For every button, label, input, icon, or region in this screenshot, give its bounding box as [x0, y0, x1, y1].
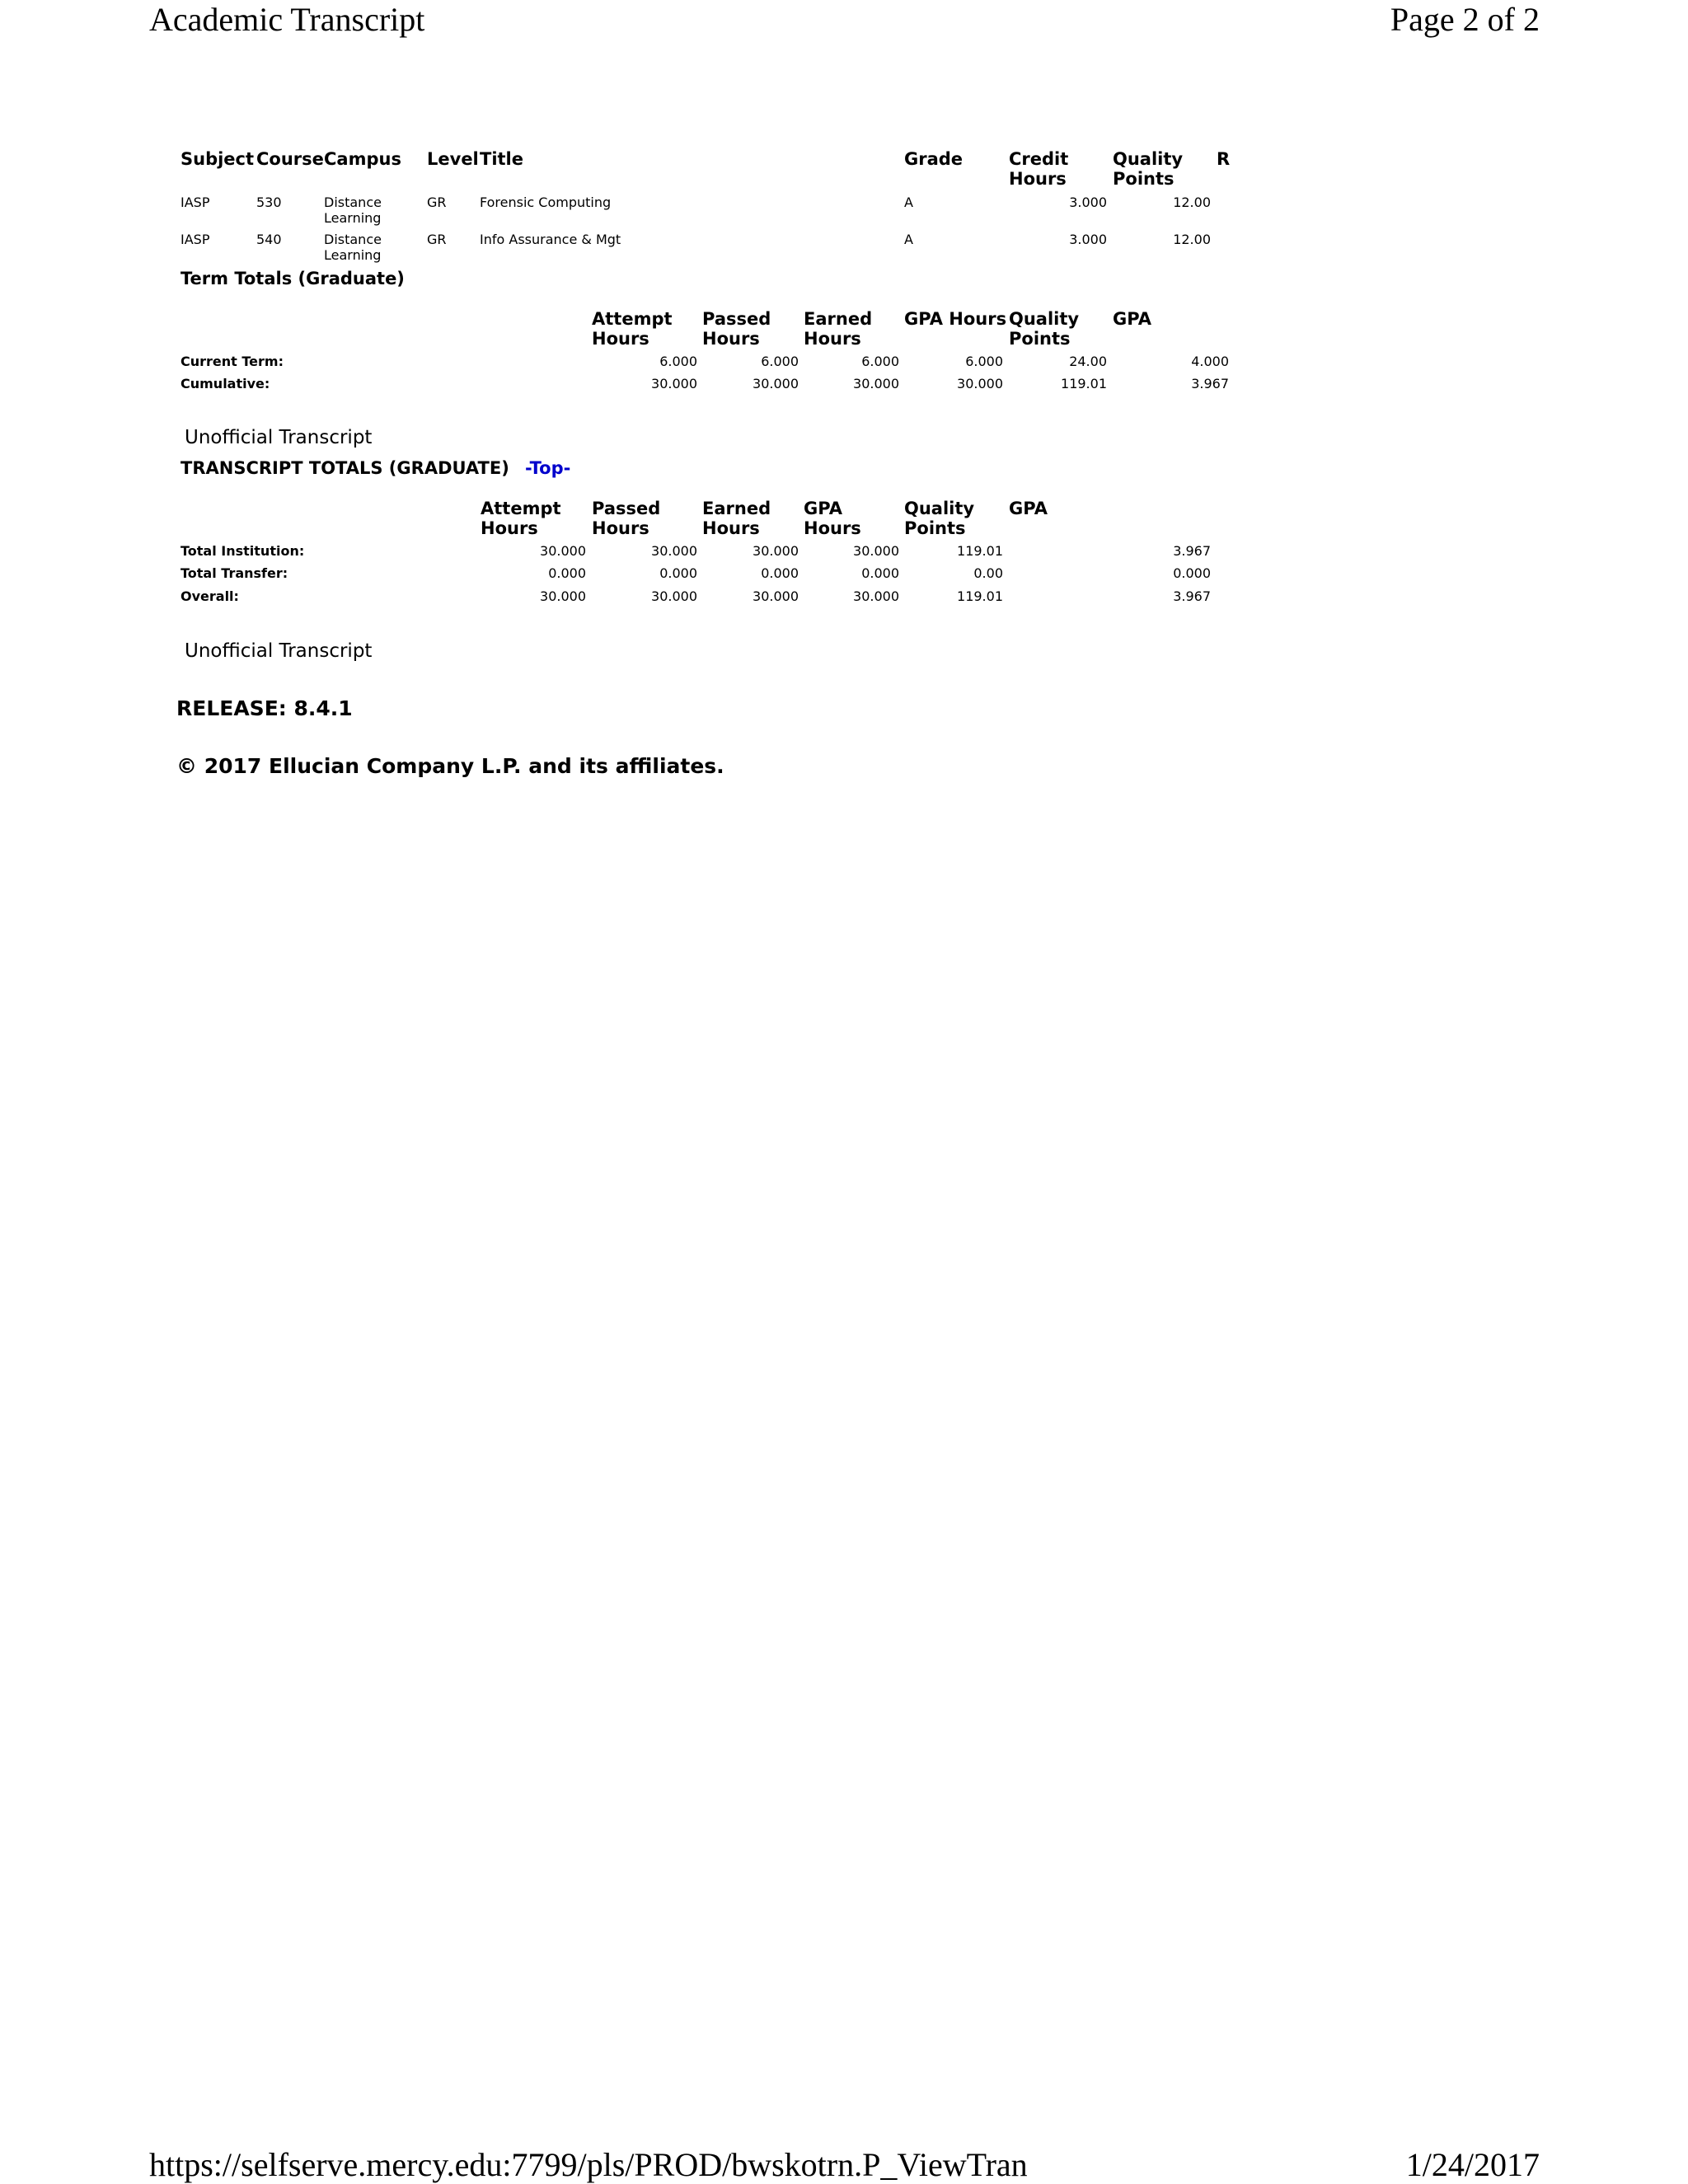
unofficial-transcript-label: Unofficial Transcript	[185, 427, 373, 448]
col-earned-hours-header	[702, 499, 771, 538]
cell-gpa: 3.967	[1173, 588, 1211, 604]
cell-campus-line2: Learning	[324, 247, 382, 263]
header-line2: Hours	[702, 329, 760, 349]
cell-campus-line2: Learning	[324, 210, 382, 226]
col-gpa-hours-header: GPA Hours	[904, 309, 1007, 329]
col-gpa-header: GPA	[1113, 309, 1151, 329]
cell-grade: A	[904, 194, 913, 210]
col-passed-hours-header	[592, 499, 660, 538]
col-quality-points-header	[1113, 149, 1183, 189]
col-credit-hours-header	[1009, 149, 1068, 189]
cell-campus-line1: Distance	[324, 232, 382, 247]
row-label: Current Term:	[181, 354, 284, 369]
col-title-header: Title	[480, 149, 524, 169]
col-quality-points-header	[1009, 309, 1079, 349]
cell-attempt-hours: 30.000	[651, 376, 697, 391]
cell-attempt-hours: 0.000	[548, 565, 586, 581]
cell-campus	[324, 232, 382, 263]
cell-level: GR	[427, 194, 447, 210]
row-label: Total Institution:	[181, 543, 305, 559]
cell-title: Forensic Computing	[480, 194, 612, 210]
header-line2: Hours	[592, 329, 649, 349]
cell-gpa: 4.000	[1191, 354, 1229, 369]
cell-gpa-hours: 30.000	[853, 543, 899, 559]
header-line2: Hours	[804, 329, 861, 349]
col-subject-header: Subject	[181, 149, 255, 169]
cell-campus-line1: Distance	[324, 194, 382, 210]
cell-gpa-hours: 6.000	[965, 354, 1003, 369]
cell-passed-hours: 30.000	[651, 543, 697, 559]
header-line1: Quality	[904, 499, 975, 518]
header-line1: Attempt	[481, 499, 561, 518]
cell-passed-hours: 30.000	[651, 588, 697, 604]
cell-course: 540	[256, 232, 282, 247]
cell-subject: IASP	[181, 194, 210, 210]
page-url: https://selfserve.mercy.edu:7799/pls/PROD/bwskotrn.P_ViewTran	[149, 2146, 1028, 2183]
cell-passed-hours: 0.000	[659, 565, 697, 581]
cell-course: 530	[256, 194, 282, 210]
page-number: Page 2 of 2	[1390, 1, 1540, 38]
header-line2: Hours	[481, 518, 538, 538]
col-attempt-hours-header	[481, 499, 561, 538]
col-earned-hours-header	[804, 309, 872, 349]
cell-campus	[324, 194, 382, 226]
col-attempt-hours-header	[592, 309, 673, 349]
cell-quality-points: 24.00	[1069, 354, 1107, 369]
row-label: Total Transfer:	[181, 565, 288, 581]
row-label: Cumulative:	[181, 376, 270, 391]
col-quality-points-line1: Quality	[1113, 149, 1184, 169]
cell-gpa-hours: 30.000	[957, 376, 1003, 391]
top-link[interactable]: -Top-	[525, 458, 571, 478]
header-line2: Hours	[804, 518, 861, 538]
cell-quality-points: 119.01	[957, 543, 1003, 559]
cell-gpa: 3.967	[1191, 376, 1229, 391]
cell-quality-points: 12.00	[1173, 232, 1211, 247]
col-quality-points-header	[904, 499, 974, 538]
cell-passed-hours: 6.000	[761, 354, 799, 369]
cell-earned-hours: 30.000	[853, 376, 899, 391]
header-line2: Points	[1009, 329, 1071, 349]
header-line1: Quality	[1009, 309, 1080, 329]
unofficial-transcript-label: Unofficial Transcript	[185, 640, 373, 662]
cell-grade: A	[904, 232, 913, 247]
col-passed-hours-header	[702, 309, 771, 349]
cell-passed-hours: 30.000	[753, 376, 799, 391]
col-credit-hours-line2: Hours	[1009, 169, 1067, 189]
print-date: 1/24/2017	[1405, 2146, 1540, 2183]
header-line1: Passed	[592, 499, 661, 518]
copyright-notice: © 2017 Ellucian Company L.P. and its affiliates.	[176, 754, 724, 778]
cell-credit-hours: 3.000	[1069, 194, 1107, 210]
col-grade-header: Grade	[904, 149, 964, 169]
cell-credit-hours: 3.000	[1069, 232, 1107, 247]
cell-subject: IASP	[181, 232, 210, 247]
col-quality-points-line2: Points	[1113, 169, 1175, 189]
cell-level: GR	[427, 232, 447, 247]
col-r-header: R	[1217, 149, 1231, 169]
cell-attempt-hours: 30.000	[540, 588, 586, 604]
header-line2: Hours	[592, 518, 649, 538]
header-line1: Attempt	[592, 309, 673, 329]
cell-earned-hours: 0.000	[761, 565, 799, 581]
cell-quality-points: 119.01	[1061, 376, 1107, 391]
col-gpa-hours-header	[804, 499, 861, 538]
header-line2: Hours	[702, 518, 760, 538]
cell-gpa-hours: 0.000	[861, 565, 899, 581]
release-version: RELEASE: 8.4.1	[176, 696, 353, 720]
header-line1: Passed	[702, 309, 771, 329]
cell-attempt-hours: 6.000	[659, 354, 697, 369]
col-credit-hours-line1: Credit	[1009, 149, 1069, 169]
term-totals-title: Term Totals (Graduate)	[181, 269, 405, 288]
col-level-header: Level	[427, 149, 479, 169]
cell-gpa: 0.000	[1173, 565, 1211, 581]
cell-attempt-hours: 30.000	[540, 543, 586, 559]
header-line1: Earned	[702, 499, 771, 518]
cell-gpa: 3.967	[1173, 543, 1211, 559]
cell-gpa-hours: 30.000	[853, 588, 899, 604]
cell-earned-hours: 30.000	[753, 543, 799, 559]
document-title: Academic Transcript	[149, 1, 425, 38]
cell-title: Info Assurance & Mgt	[480, 232, 621, 247]
header-line1: GPA	[804, 499, 842, 518]
header-line1: Earned	[804, 309, 873, 329]
cell-quality-points: 0.00	[973, 565, 1003, 581]
transcript-totals-title: TRANSCRIPT TOTALS (GRADUATE)	[181, 458, 509, 478]
cell-quality-points: 119.01	[957, 588, 1003, 604]
col-gpa-header: GPA	[1009, 499, 1048, 518]
cell-earned-hours: 6.000	[861, 354, 899, 369]
row-label: Overall:	[181, 588, 239, 604]
cell-earned-hours: 30.000	[753, 588, 799, 604]
col-course-header: Course	[256, 149, 324, 169]
header-line2: Points	[904, 518, 966, 538]
col-campus-header: Campus	[324, 149, 401, 169]
cell-quality-points: 12.00	[1173, 194, 1211, 210]
